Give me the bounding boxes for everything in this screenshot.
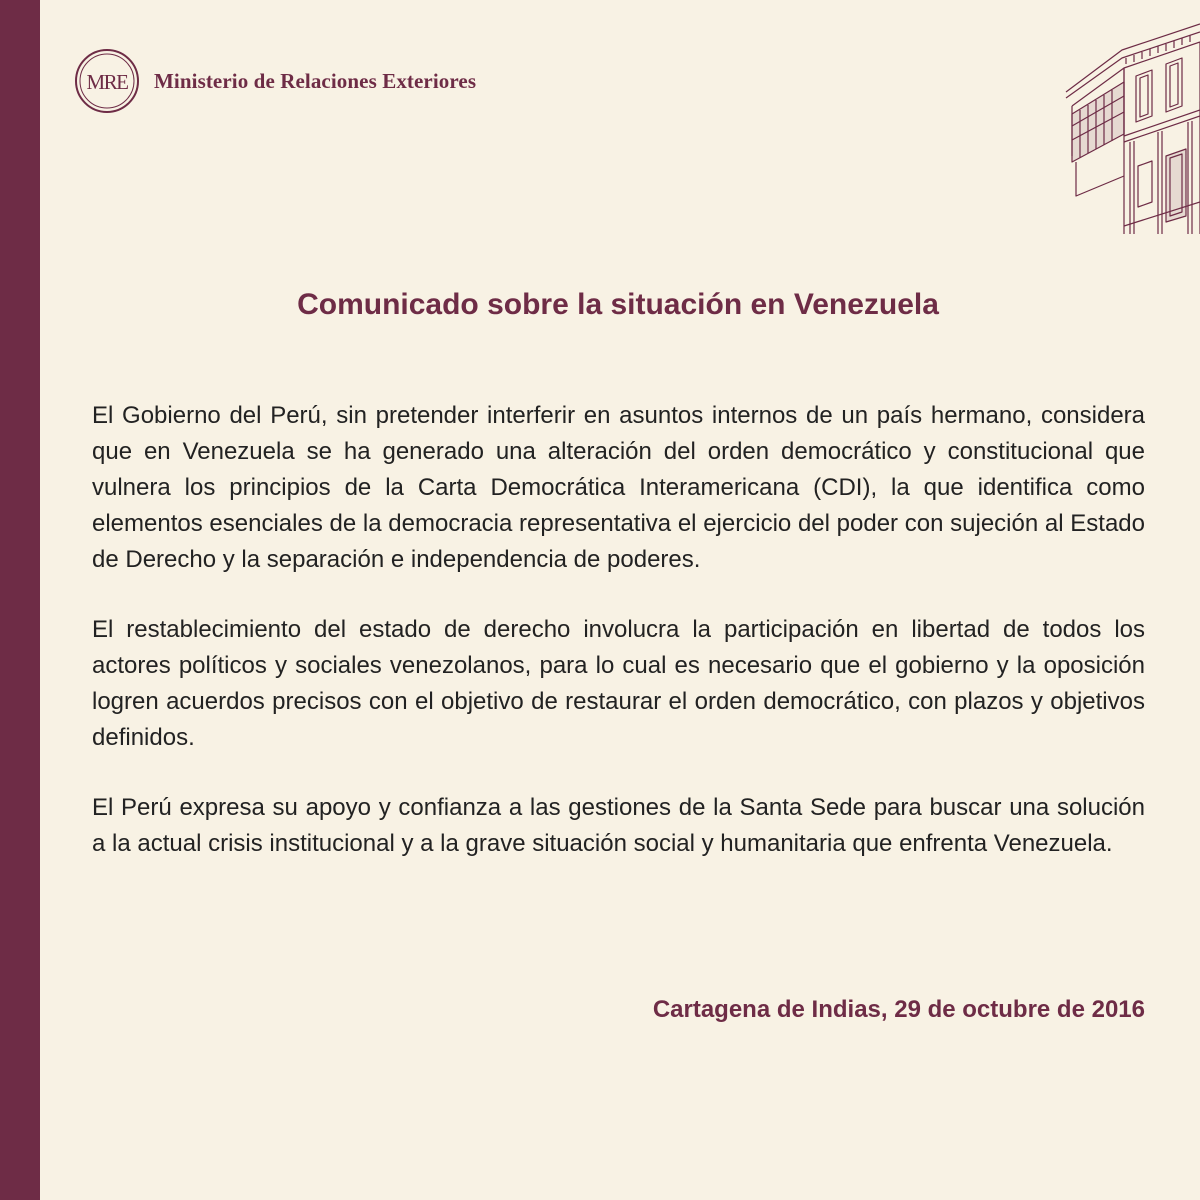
paragraph: El Perú expresa su apoyo y confianza a las gestiones de la Santa Sede para buscar una solución a la actual crisis institucional y a la grave situación social y humanitaria que enfrenta Venezuela. — [92, 794, 1145, 857]
place-and-date: Cartagena de Indias, 29 de octubre de 2016 — [652, 996, 1145, 1023]
document-title: Comunicado sobre la situación en Venezuela — [297, 288, 939, 321]
seal-text: MRE — [86, 70, 128, 94]
palace-illustration — [1062, 6, 1200, 234]
paragraph: El Gobierno del Perú, sin pretender interferir en asuntos internos de un país hermano, considera que en Venezuela se ha generado una alteración del orden democrático y constitucional que vulnera los principios de la Carta Democrática Interamericana (CDI), la que identifica como elementos esenciales de la democracia representativa el ejercicio del poder con sujeción al Estado de Derecho y la separación e independencia de poderes. — [92, 402, 1145, 573]
document-body — [92, 398, 1145, 896]
letterhead — [74, 48, 476, 114]
mre-seal-icon — [74, 48, 140, 114]
ministry-name: Ministerio de Relaciones Exteriores — [154, 68, 477, 93]
side-band — [0, 0, 40, 1200]
paragraph: El restablecimiento del estado de derecho involucra la participación en libertad de todos los actores políticos y sociales venezolanos, para lo cual es necesario que el gobierno y la oposición logren acuerdos precisos con el objetivo de restaurar el orden democrático, con plazos y objetivos definidos. — [92, 616, 1145, 751]
